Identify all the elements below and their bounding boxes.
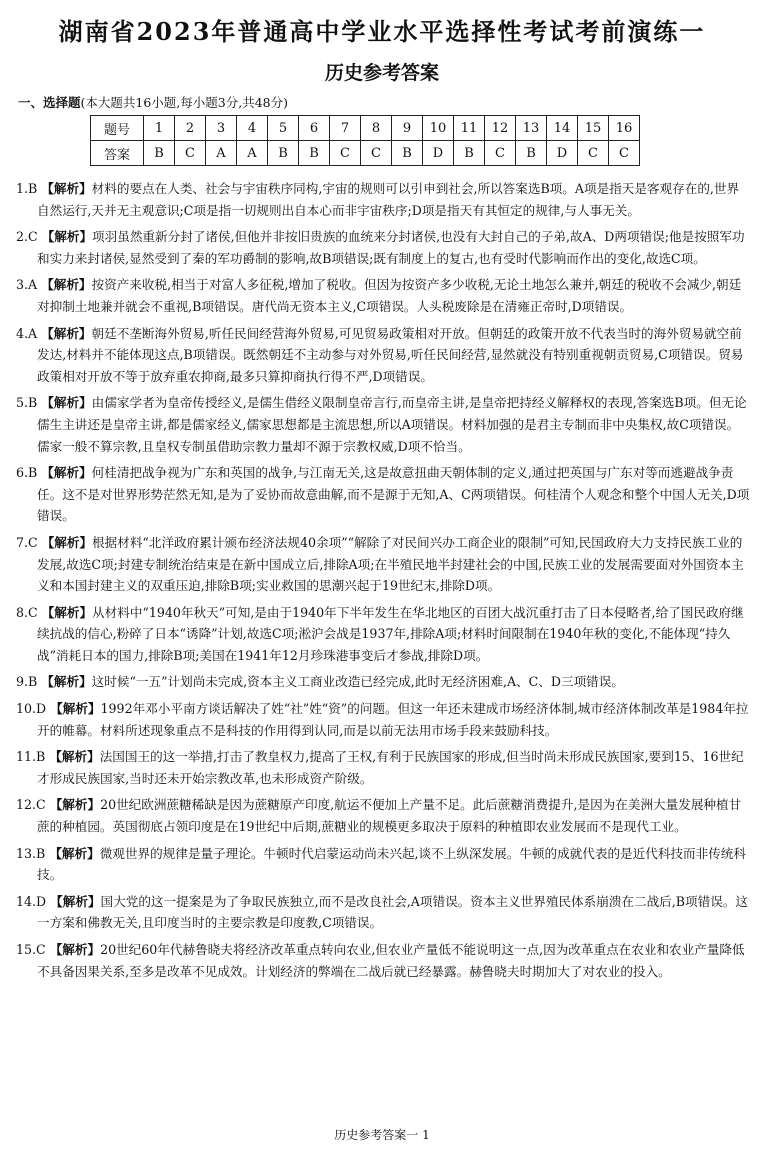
explanation-item — [16, 274, 750, 317]
answer-row — [91, 141, 640, 166]
question-number-cell: 4 — [237, 116, 268, 141]
explanation-item — [16, 462, 750, 527]
explanation-item — [16, 746, 750, 789]
item-number: 6.B — [16, 465, 38, 481]
item-tag: 【解析】 — [49, 797, 101, 813]
question-number-cell: 15 — [578, 116, 609, 141]
answer-cell: C — [330, 141, 361, 166]
explanation-item — [16, 226, 750, 269]
answer-cell: C — [175, 141, 206, 166]
item-number: 13.B — [16, 845, 46, 861]
answer-cell: D — [423, 141, 454, 166]
item-text: 20世纪60年代赫鲁晓夫将经济改革重点转向农业,但农业产量低不能说明这一点,因为改革重点在农业和农业产量降低不具备因果关系,至多是改革不见成效。计划经济的弊端在二战后就已经暴露。赫鲁晓夫时期加大了对农业的投入。 — [37, 942, 745, 979]
answer-cell: C — [578, 141, 609, 166]
explanation-item — [16, 532, 750, 597]
question-number-cell: 1 — [144, 116, 175, 141]
explanation-item — [16, 939, 750, 982]
item-text: 1992年邓小平南方谈话解决了姓“社”姓“资”的问题。但这一年还未建成市场经济体制,城市经济体制改革是1984年拉开的帷幕。材料所述现象重点不是科技的作用得到认同,而是以前无法用市场手段来鼓励科技。 — [37, 701, 749, 738]
answer-cell: B — [268, 141, 299, 166]
explanation-item — [16, 794, 750, 837]
item-tag: 【解析】 — [49, 749, 100, 765]
question-number-cell: 13 — [516, 116, 547, 141]
document-title: 湖南省2023年普通高中学业水平选择性考试考前演练一 — [58, 17, 706, 46]
item-number: 5.B — [16, 395, 38, 411]
question-number-cell: 9 — [392, 116, 423, 141]
item-number: 11.B — [16, 749, 46, 765]
explanation-item — [16, 671, 750, 693]
row-label-number: 题号 — [91, 116, 144, 141]
answer-cell: B — [299, 141, 330, 166]
answer-cell: A — [237, 141, 268, 166]
item-number: 9.B — [16, 674, 38, 690]
item-tag: 【解析】 — [41, 674, 92, 690]
item-tag: 【解析】 — [41, 277, 92, 293]
question-number-cell: 12 — [485, 116, 516, 141]
answer-cell: B — [516, 141, 547, 166]
item-tag: 【解析】 — [49, 845, 100, 861]
question-number-row — [91, 116, 640, 141]
question-number-cell: 7 — [330, 116, 361, 141]
explanation-list — [16, 178, 750, 987]
item-text: 材料的要点在人类、社会与宇宙秩序同构,宇宙的规则可以引申到社会,所以答案选B项。A项是指天是客观存在的,世界自然运行,天并无主观意识;C项是指一切规则出自本心而非宇宙秩序;D项是指天有其恒定的规律,与人事无关。 — [37, 181, 740, 218]
question-number-cell: 5 — [268, 116, 299, 141]
item-number: 8.C — [16, 604, 38, 620]
item-text: 国大党的这一提案是为了争取民族独立,而不是改良社会,A项错误。资本主义世界殖民体系崩溃在二战后,B项错误。这一方案和佛教无关,且印度当时的主要宗教是印度教,C项错误。 — [37, 893, 748, 931]
answer-cell: B — [144, 141, 175, 166]
item-tag: 【解析】 — [41, 325, 92, 341]
item-number: 2.C — [16, 229, 38, 245]
item-tag: 【解析】 — [41, 181, 92, 196]
item-text: 微观世界的规律是量子理论。牛顿时代启蒙运动尚未兴起,谈不上纵深发展。牛顿的成就代表的是近代科技而非传统科技。 — [37, 845, 746, 883]
item-tag: 【解析】 — [41, 395, 92, 411]
item-number: 12.C — [16, 797, 46, 813]
answer-cell: C — [609, 141, 640, 166]
item-number: 15.C — [16, 942, 46, 957]
question-number-cell: 16 — [609, 116, 640, 141]
item-tag: 【解析】 — [41, 229, 93, 245]
item-number: 7.C — [16, 534, 38, 550]
item-text: 按资产来收税,相当于对富人多征税,增加了税收。但因为按资产多少收税,无论土地怎么兼并,朝廷的税收不会减少,朝廷对抑制土地兼并就会不重视,B项错误。唐代尚无资本主义,C项错误。人头税废除是在清雍正帝时,D项错误。 — [37, 277, 742, 314]
item-text: 根据材料“北洋政府累计颁布经济法规40余项”“解除了对民间兴办工商企业的限制”可知,民国政府大力支持民族工业的发展,故选C项;封建专制统治结束是在新中国成立后,排除A项;在半殖民地半封建社会的中国,民族工业的发展需要面对外国资本主义和本国封建主义的双重压迫,排除B项;实业救国的思潮兴起于19世纪末,排除D项。 — [37, 534, 744, 594]
section-label: 一、选择题 — [18, 95, 81, 110]
section-note: (本大题共16小题,每小题3分,共48分) — [80, 95, 288, 110]
explanation-item — [16, 602, 750, 667]
item-number: 3.A — [16, 277, 38, 293]
question-number-cell: 14 — [547, 116, 578, 141]
item-text: 从材料中“1940年秋天”可知,是由于1940年下半年发生在华北地区的百团大战沉重打击了日本侵略者,给了国民政府继续抗战的信心,粉碎了日本“诱降”计划,故选C项;淞沪会战是1937年,排除A项;材料时间限制在1940年秋的变化,不能体现“持久战”消耗日本的国力,排除B项;美国在1941年12月珍珠港事变后才参战,排除D项。 — [37, 604, 744, 663]
answer-cell: C — [485, 141, 516, 166]
item-text: 法国国王的这一举措,打击了教皇权力,提高了王权,有利于民族国家的形成,但当时尚未形成民族国家,要到15、16世纪才形成民族国家,当时还未开始宗教改革,也未形成资产阶级。 — [37, 749, 744, 786]
item-text: 由儒家学者为皇帝传授经义,是儒生借经义限制皇帝言行,而皇帝主讲,是皇帝把持经义解释权的表现,答案选B项。但无论儒生主讲还是皇帝主讲,都是儒家经义,儒家思想都是主流思想,所以A项错误。材料加强的是君主专制而非中央集权,故C项错误。儒家一般不算宗教,且皇权专制虽借助宗教力量却不源于宗教权威,D项不恰当。 — [37, 395, 747, 454]
question-number-cell: 11 — [454, 116, 485, 141]
explanation-item — [16, 178, 750, 221]
item-tag: 【解析】 — [49, 942, 101, 957]
answer-cell: D — [547, 141, 578, 166]
question-number-cell: 2 — [175, 116, 206, 141]
item-text: 项羽虽然重新分封了诸侯,但他并非按旧贵族的血统来分封诸侯,也没有大封自己的子弟,故A、D两项错误;他是按照军功和实力来封诸侯,显然受到了秦的军功爵制的影响,故B项错误;既有制度上的复古,也有受时代影响而作出的变化,故选C项。 — [37, 229, 745, 266]
item-text: 这时候“一五”计划尚未完成,资本主义工商业改造已经完成,此时无经济困难,A、C、D三项错误。 — [91, 674, 624, 690]
explanation-item — [16, 323, 750, 388]
item-tag: 【解析】 — [41, 604, 93, 620]
document-subtitle: 历史参考答案 — [324, 62, 439, 84]
answer-cell: B — [454, 141, 485, 166]
answer-cell: B — [392, 141, 423, 166]
explanation-item — [16, 891, 750, 934]
item-tag: 【解析】 — [50, 893, 101, 909]
row-label-answer: 答案 — [91, 141, 144, 166]
item-text: 何桂清把战争视为广东和英国的战争,与江南无关,这是故意扭曲天朝体制的定义,通过把英国与广东对等而逃避战争责任。这不是对世界形势茫然无知,是为了妥协而故意曲解,而不是源于无知,A、C两项错误。何桂清个人观念和整个中国人无关,D项错误。 — [37, 465, 750, 524]
question-number-cell: 10 — [423, 116, 454, 141]
item-text: 20世纪欧洲蔗糖稀缺是因为蔗糖原产印度,航运不便加上产量不足。此后蔗糖消费提升,是因为在美洲大量发展种植甘蔗的种植园。英国彻底占领印度是在19世纪中后期,蔗糖业的规模更多取决于原料的种植即农业发展而不是现代工业。 — [37, 797, 742, 835]
page-footer: 历史参考答案一 1 — [334, 1128, 430, 1142]
item-text: 朝廷不垄断海外贸易,听任民间经营海外贸易,可见贸易政策相对开放。但朝廷的政策开放不代表当时的海外贸易就空前发达,材料并不能体现这点,B项错误。既然朝廷不主动参与对外贸易,听任民间经营,显然就没有特别重视朝贡贸易,C项错误。贸易政策相对开放不等于放弃重农抑商,最多只算抑商执行得不严,D项错误。 — [37, 325, 744, 384]
answer-cell: C — [361, 141, 392, 166]
item-tag: 【解析】 — [41, 465, 92, 481]
answer-cell: A — [206, 141, 237, 166]
item-number: 4.A — [16, 325, 38, 341]
item-number: 1.B — [16, 181, 38, 196]
explanation-item — [16, 843, 750, 886]
answer-table — [90, 115, 640, 166]
question-number-cell: 8 — [361, 116, 392, 141]
explanation-item — [16, 392, 750, 457]
item-tag: 【解析】 — [41, 534, 93, 550]
question-number-cell: 6 — [299, 116, 330, 141]
item-tag: 【解析】 — [50, 701, 101, 717]
question-number-cell: 3 — [206, 116, 237, 141]
item-number: 10.D — [16, 701, 47, 717]
explanation-item — [16, 698, 750, 741]
section-heading — [18, 93, 288, 111]
item-number: 14.D — [16, 893, 47, 909]
